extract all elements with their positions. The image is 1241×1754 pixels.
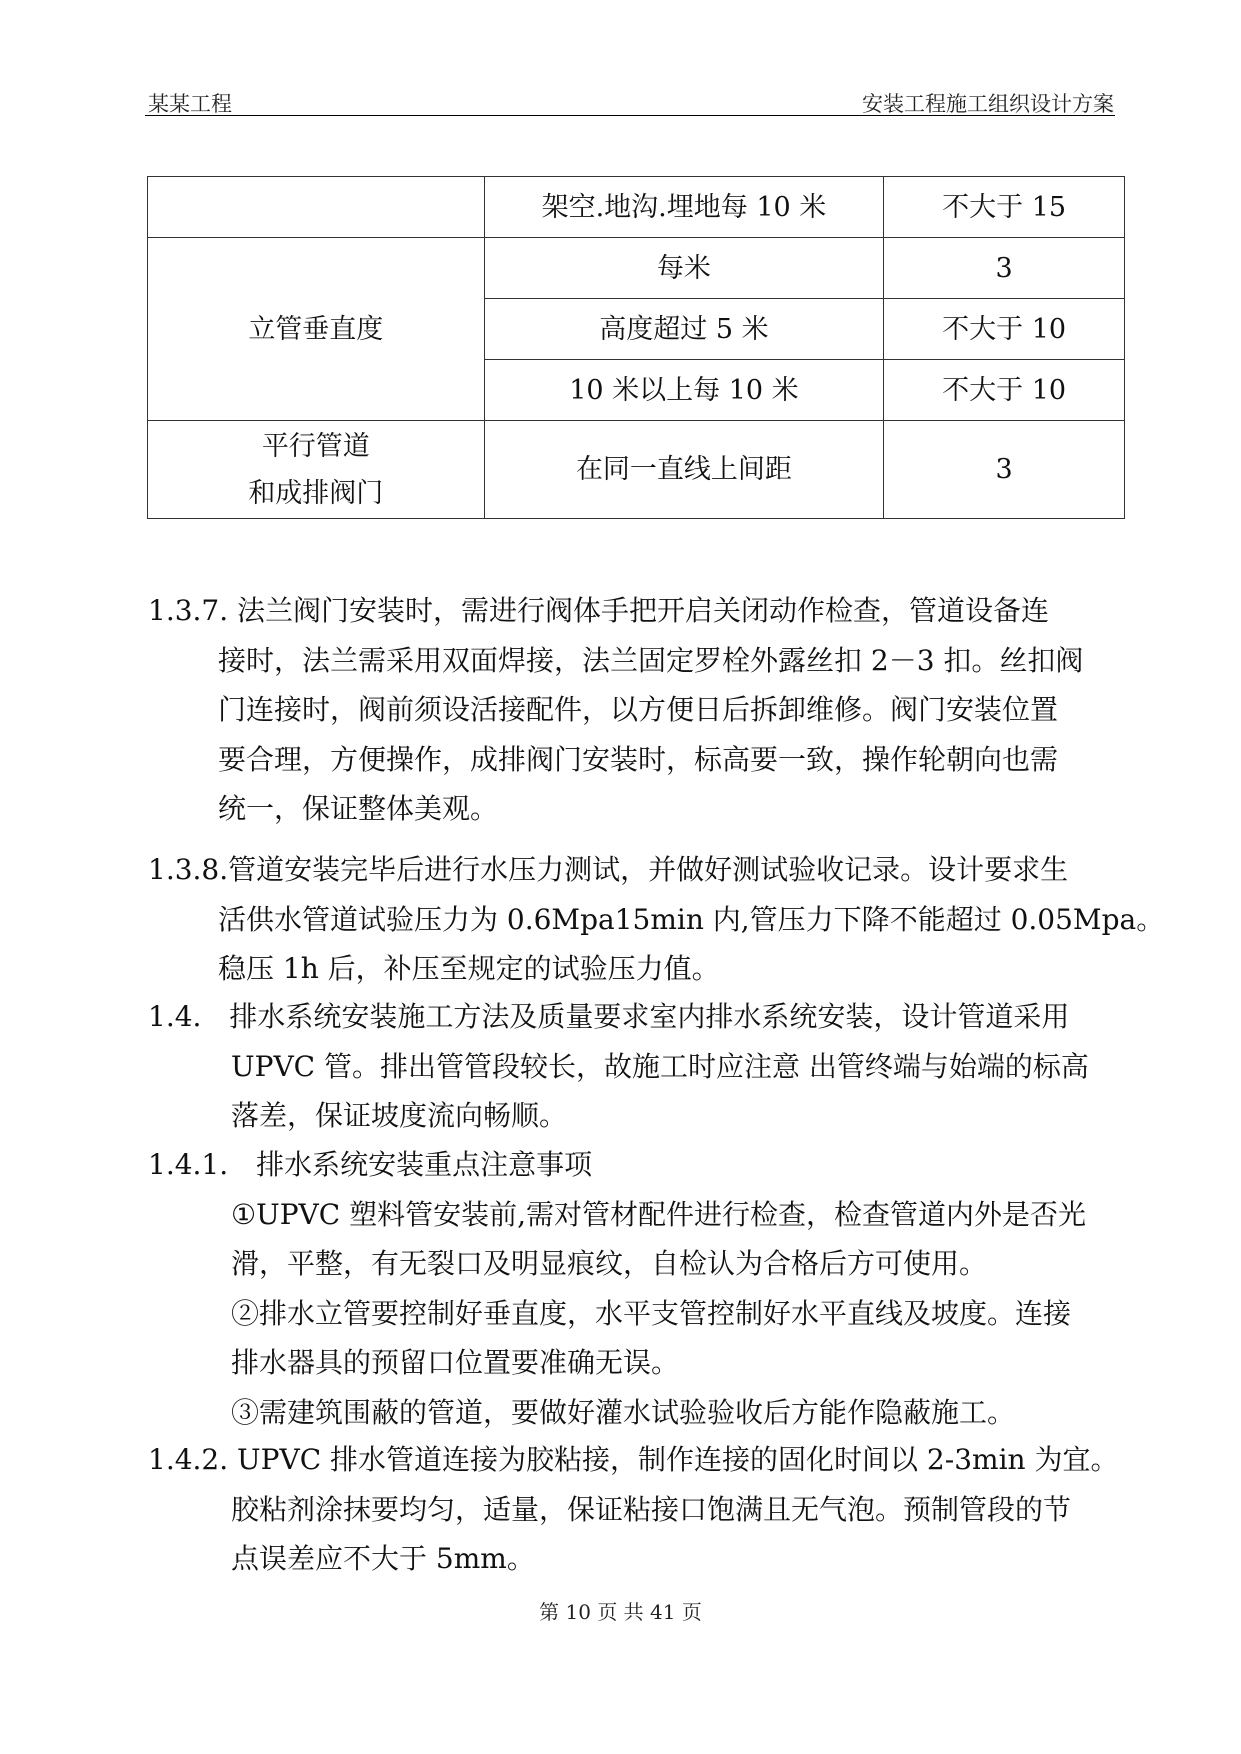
header-document-title: 安装工程施工组织设计方案 (862, 92, 1114, 116)
paragraph-line: 滑，平整，有无裂口及明显痕纹，自检认为合格后方可使用。 (231, 1247, 988, 1280)
page-number-footer: 第 10 页 共 41 页 (539, 1600, 702, 1624)
table-cell: 3 (884, 421, 1125, 519)
table-cell (148, 177, 485, 238)
header-project-name: 某某工程 (148, 92, 232, 116)
paragraph-line: 1.3.7. 法兰阀门安装时，需进行阀体手把开启关闭动作检查，管道设备连 (148, 594, 1050, 627)
paragraph-line: ①UPVC 塑料管安装前,需对管材配件进行检查，检查管道内外是否光 (231, 1197, 1086, 1231)
paragraph-line: 1.4. 排水系统安装施工方法及质量要求室内排水系统安装，设计管道采用 (148, 1000, 1070, 1033)
table-cell: 每米 (484, 238, 884, 299)
table-cell: 不大于 10 (884, 360, 1125, 421)
table-cell-line: 平行管道 (261, 430, 370, 462)
table-cell: 不大于 10 (884, 299, 1125, 360)
paragraph-line: 排水器具的预留口位置要准确无误。 (231, 1346, 680, 1379)
paragraph-line: ③需建筑围蔽的管道，要做好灌水试验验收后方能作隐蔽施工。 (231, 1395, 1016, 1429)
paragraph-line: 落差，保证坡度流向畅顺。 (231, 1099, 568, 1132)
table-cell: 高度超过 5 米 (484, 299, 884, 360)
paragraph-line: UPVC 管。排出管管段较长，故施工时应注意 出管终端与始端的标高 (231, 1049, 1089, 1083)
paragraph-line: ②排水立管要控制好垂直度，水平支管控制好水平直线及坡度。连接 (231, 1296, 1072, 1330)
tolerance-table (147, 176, 1125, 519)
table-cell: 不大于 15 (884, 177, 1125, 238)
paragraph-line: 1.3.8.管道安装完毕后进行水压力测试，并做好测试验收记录。设计要求生 (148, 853, 1069, 886)
section-1-3-8 (148, 845, 1165, 994)
paragraph-line: 要合理，方便操作，成排阀门安装时，标高要一致，操作轮朝向也需 (218, 742, 1059, 776)
section-1-4-1 (148, 1140, 1123, 1437)
paragraph-line: 接时，法兰需采用双面焊接，法兰固定罗栓外露丝扣 2－3 扣。丝扣阀 (218, 643, 1084, 677)
paragraph-line: 胶粘剂涂抹要均匀，适量，保证粘接口饱满且无气泡。预制管段的节 (231, 1492, 1072, 1526)
table-cell: 架空.地沟.埋地每 10 米 (484, 177, 884, 238)
paragraph-line: 活供水管道试验压力为 0.6Mpa15min 内,管压力下降不能超过 0.05Mpa。 (218, 902, 1165, 936)
section-1-3-7 (148, 586, 1123, 834)
table-cell: 10 米以上每 10 米 (484, 360, 884, 421)
paragraph-line: 1.4.2. UPVC 排水管道连接为胶粘接，制作连接的固化时间以 2-3min 为宜。 (148, 1443, 1119, 1476)
table-cell: 在同一直线上间距 (484, 421, 884, 519)
section-1-4 (148, 992, 1123, 1141)
table-cell-line: 和成排阀门 (248, 477, 384, 509)
table-row (148, 238, 1125, 299)
header-rule (145, 115, 1115, 116)
paragraph-line: 统一，保证整体美观。 (218, 792, 499, 825)
paragraph-line: 点误差应不大于 5mm。 (231, 1542, 535, 1575)
table-group-label: 立管垂直度 (148, 238, 485, 421)
table-row (148, 177, 1125, 238)
paragraph-line: 1.4.1. 排水系统安装重点注意事项 (148, 1148, 593, 1181)
section-1-4-2 (148, 1435, 1123, 1584)
table-row (148, 421, 1125, 519)
table-cell (148, 421, 485, 519)
paragraph-line: 门连接时，阀前须设活接配件，以方便日后拆卸维修。阀门安装位置 (218, 693, 1059, 726)
paragraph-line: 稳压 1h 后，补压至规定的试验压力值。 (218, 952, 720, 985)
table-cell: 3 (884, 238, 1125, 299)
